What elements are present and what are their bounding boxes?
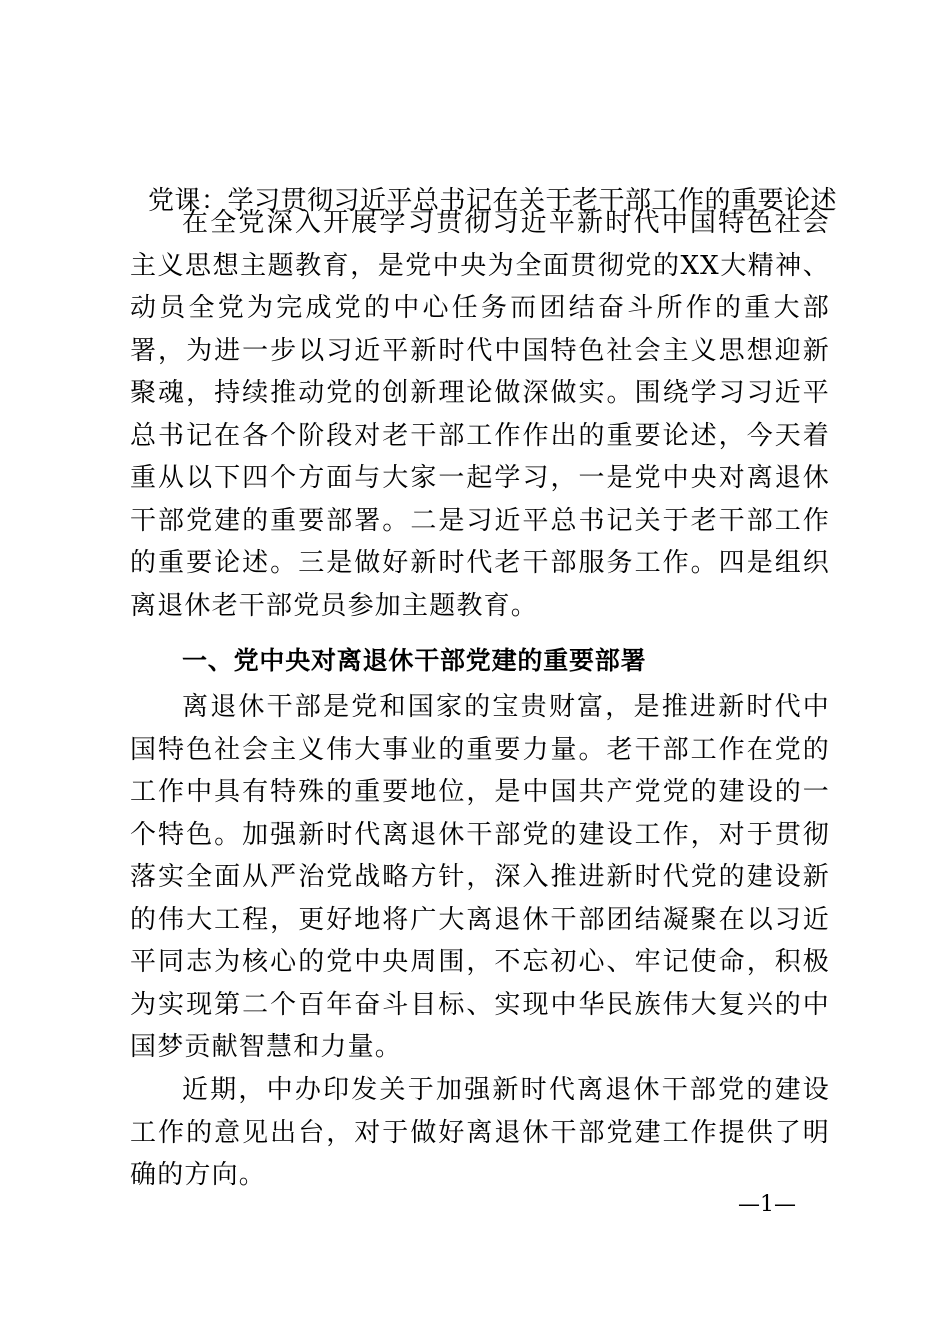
section-heading: 一、党中央对离退休干部党建的重要部署 xyxy=(182,646,647,675)
section-paragraph-1: 离退休干部是党和国家的宝贵财富，是推进新时代中国特色社会主义伟大事业的重要力量。老干部工作在党的工作中具有特殊的重要地位，是中国共产党党的建设的一个特色。加强新时代离退休干部党的建设工作，对于贯彻落实全面从严治党战略方针，深入推进新时代党的建设新的伟大工程，更好地将广大离退休干部团结凝聚在以习近平同志为核心的党中央周围，不忘初心、牢记使命，积极为实现第二个百年奋斗目标、实现中华民族伟大复兴的中国梦贡献智慧和力量。 xyxy=(130,692,830,1062)
intro-paragraph: 在全党深入开展学习贯彻习近平新时代中国特色社会主义思想主题教育，是党中央为全面贯彻党的XX大精神、动员全党为完成党的中心任务而团结奋斗所作的重大部署，为进一步以习近平新时代中国特色社会主义思想迎新聚魂，持续推动党的创新理论做深做实。围绕学习习近平总书记在各个阶段对老干部工作作出的重要论述，今天着重从以下四个方面与大家一起学习，一是党中央对离退休干部党建的重要部署。二是习近平总书记关于老干部工作的重要论述。三是做好新时代老干部服务工作。四是组织离退休老干部党员参加主题教育。 xyxy=(130,208,830,621)
document-title: 党课：学习贯彻习近平总书记在关于老干部工作的重要论述 xyxy=(148,186,838,216)
section-paragraph-2: 近期，中办印发关于加强新时代离退休干部党的建设工作的意见出台，对于做好离退休干部党建工作提供了明确的方向。 xyxy=(130,1075,830,1190)
page-number: —1— xyxy=(738,1192,796,1217)
